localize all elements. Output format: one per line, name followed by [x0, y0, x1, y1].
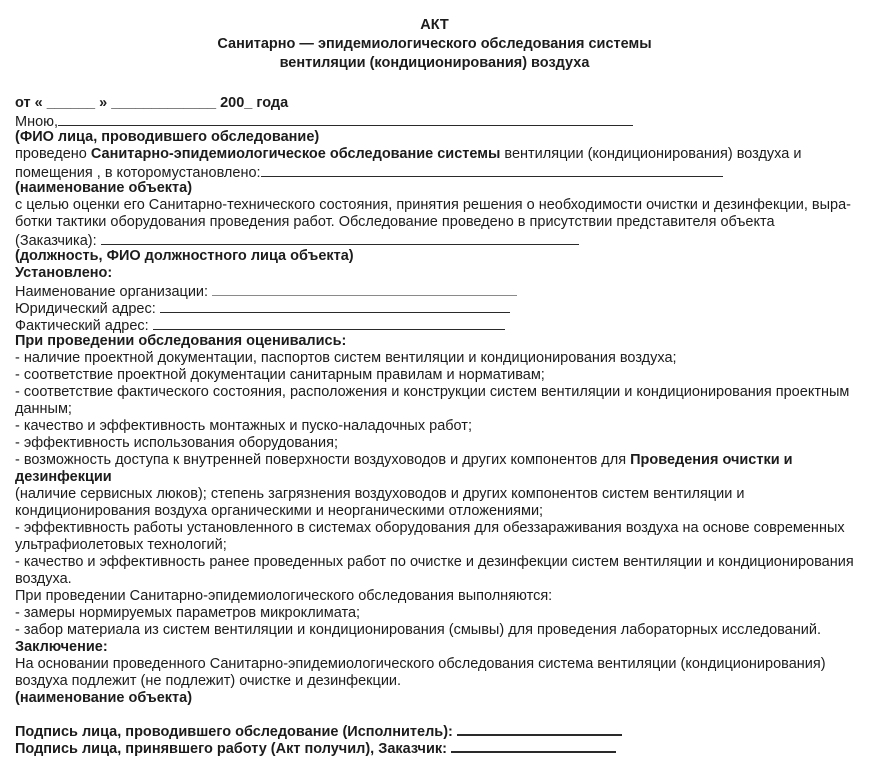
doc-text: (ФИО лица, проводившего обследование): [15, 129, 320, 145]
doc-text: Проведения очистки и: [630, 452, 793, 468]
doc-line: [15, 282, 854, 299]
doc-text: ультрафиолетовых технологий;: [15, 537, 227, 553]
doc-line: [15, 554, 854, 571]
title-line: Санитарно — эпидемиологического обследования системы: [217, 36, 652, 52]
doc-line: [15, 503, 854, 520]
doc-text: помещения , в которомустановлено:: [15, 165, 261, 181]
doc-line: [15, 622, 854, 639]
doc-text: При проведении Санитарно-эпидемиологического обследования выполняются:: [15, 588, 553, 604]
blank-underline: [457, 721, 622, 736]
doc-line: [15, 673, 854, 690]
document-body: [15, 95, 854, 755]
doc-text: от « ______ » _____________ 200_ года: [15, 95, 289, 111]
title-line: вентиляции (кондиционирования) воздуха: [279, 55, 590, 71]
doc-text: - качество и эффективность монтажных и пуско-наладочных работ;: [15, 418, 472, 434]
doc-text: Юридический адрес:: [15, 301, 160, 317]
doc-line: [15, 690, 854, 707]
doc-text: - соответствие проектной документации санитарным правилам и нормативам;: [15, 367, 545, 383]
doc-line: [15, 520, 854, 537]
doc-line: [15, 214, 854, 231]
doc-text: (наименование объекта): [15, 690, 193, 706]
doc-line: [15, 146, 854, 163]
doc-line: [15, 333, 854, 350]
doc-text: - соответствие фактического состояния, расположения и конструкции систем вентиляции и кондиционирования проектным: [15, 384, 850, 400]
doc-line: [15, 231, 854, 248]
doc-line: [15, 180, 854, 197]
doc-text: Подпись лица, принявшего работу (Акт получил), Заказчик:: [15, 741, 451, 757]
doc-line: [15, 418, 854, 435]
doc-text: Мною,: [15, 114, 59, 130]
blank-underline: [58, 112, 633, 126]
blank-underline: [261, 163, 723, 177]
doc-text: с целью оценки его Санитарно-технического состояния, принятия решения о необходимости очистки и дезинфекции, выра-: [15, 197, 851, 213]
blank-underline: [153, 316, 505, 330]
line-spacer: [15, 707, 854, 721]
blank-underline: [160, 299, 510, 313]
doc-line: [15, 95, 854, 112]
doc-text: данным;: [15, 401, 72, 417]
doc-text: - эффективность работы установленного в системах оборудования для обеззараживания воздуха на основе современных: [15, 520, 845, 536]
doc-line: [15, 299, 854, 316]
document-title: [15, 16, 854, 73]
doc-text: дезинфекции: [15, 469, 112, 485]
doc-line: [15, 738, 854, 755]
doc-line: [15, 452, 854, 469]
doc-text: Санитарно-эпидемиологическое обследование системы: [90, 146, 501, 162]
doc-line: [15, 197, 854, 214]
doc-text: вентиляции (кондиционирования) воздуха и: [500, 146, 802, 162]
blank-underline: [101, 231, 579, 245]
doc-text: Наименование организации:: [15, 284, 213, 300]
doc-text: Фактический адрес:: [15, 318, 153, 334]
doc-text: (наименование объекта): [15, 180, 193, 196]
doc-text: - возможность доступа к внутренней поверхности воздуховодов и других компонентов для: [15, 452, 631, 468]
doc-line: [15, 384, 854, 401]
doc-line: [15, 721, 854, 738]
doc-text: проведено: [15, 146, 91, 162]
doc-text: воздуха.: [15, 571, 72, 587]
doc-line: [15, 435, 854, 452]
doc-line: [15, 265, 854, 282]
doc-line: [15, 367, 854, 384]
doc-text: ботки тактики оборудования проведения работ. Обследование проведено в присутствии представителя объекта: [15, 214, 775, 230]
doc-text: - качество и эффективность ранее проведенных работ по очистке и дезинфекции систем вентиляции и кондиционирования: [15, 554, 854, 570]
doc-text: (должность, ФИО должностного лица объекта): [15, 248, 354, 264]
doc-line: [15, 469, 854, 486]
doc-line: [15, 605, 854, 622]
doc-line: [15, 401, 854, 418]
doc-line: [15, 350, 854, 367]
doc-line: [15, 486, 854, 503]
doc-text: воздуха подлежит (не подлежит) очистке и дезинфекции.: [15, 673, 402, 689]
doc-line: [15, 316, 854, 333]
doc-text: Установлено:: [15, 265, 113, 281]
doc-text: - забор материала из систем вентиляции и кондиционирования (смывы) для проведения лабораторных исследований.: [15, 622, 821, 638]
doc-text: При проведении обследования оценивались:: [15, 333, 347, 349]
doc-line: [15, 656, 854, 673]
doc-text: (Заказчика):: [15, 233, 101, 249]
doc-line: [15, 248, 854, 265]
doc-line: [15, 163, 854, 180]
doc-text: - эффективность использования оборудования;: [15, 435, 339, 451]
doc-text: Заключение:: [15, 639, 108, 655]
doc-text: Подпись лица, проводившего обследование (Исполнитель):: [15, 724, 457, 740]
doc-text: (наличие сервисных люков); степень загрязнения воздуховодов и других компонентов систем вентиляции и: [15, 486, 745, 502]
doc-line: [15, 112, 854, 129]
blank-underline: [451, 738, 616, 753]
doc-line: [15, 571, 854, 588]
doc-text: На основании проведенного Санитарно-эпидемиологического обследования система вентиляции (кондиционирования): [15, 656, 826, 672]
doc-line: [15, 537, 854, 554]
doc-text: - наличие проектной документации, паспортов систем вентиляции и кондиционирования воздуха;: [15, 350, 677, 366]
doc-line: [15, 588, 854, 605]
blank-underline: [212, 282, 517, 296]
doc-line: [15, 639, 854, 656]
doc-line: [15, 129, 854, 146]
title-line: АКТ: [420, 17, 449, 33]
doc-text: - замеры нормируемых параметров микроклимата;: [15, 605, 361, 621]
doc-text: кондиционирования воздуха органическими и неорганическими отложениями;: [15, 503, 544, 519]
